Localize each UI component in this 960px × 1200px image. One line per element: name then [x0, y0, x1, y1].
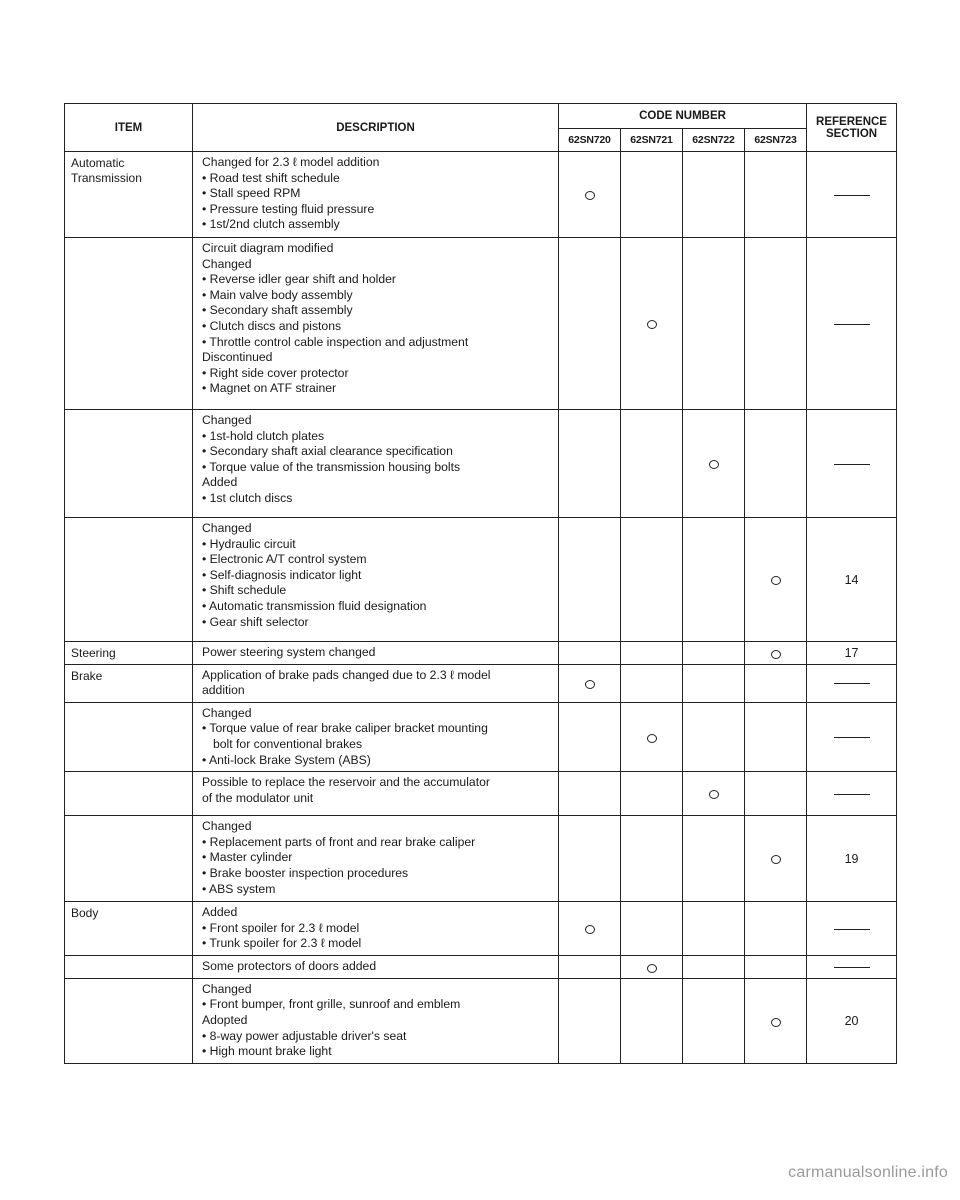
site-watermark: carmanualsonline.info [788, 1164, 948, 1181]
code-cell [621, 410, 683, 518]
item-cell [65, 816, 193, 902]
description-line: • Self-diagnosis indicator light [202, 567, 362, 582]
description-line: • Hydraulic circuit [202, 536, 296, 551]
description-line: • Brake booster inspection procedures [202, 865, 409, 880]
item-label: Steering [71, 646, 116, 660]
applicable-circle-icon [585, 191, 595, 200]
code-cell [745, 772, 807, 816]
code-cell [683, 902, 745, 956]
description-line: • 1st clutch discs [202, 490, 293, 505]
description-cell [193, 772, 559, 816]
description-line: of the modulator unit [202, 790, 314, 805]
description-line: • Electronic A/T control system [202, 552, 367, 567]
description-line: • Road test shift schedule [202, 170, 340, 185]
description-line: Changed [202, 705, 252, 720]
item-label: Automatic [71, 156, 125, 170]
description-line: • High mount brake light [202, 1044, 332, 1059]
applicable-circle-icon [647, 320, 657, 329]
code-cell [745, 816, 807, 902]
applicable-circle-icon [771, 1018, 781, 1027]
no-reference-dash-icon [834, 929, 870, 930]
description-cell [193, 518, 559, 642]
table-row [65, 702, 897, 771]
item-cell [65, 702, 193, 771]
applicable-circle-icon [709, 790, 719, 799]
item-cell [65, 152, 193, 238]
item-cell [65, 772, 193, 816]
description-line: • Anti-lock Brake System (ABS) [202, 752, 371, 767]
description-line: Added [202, 905, 238, 920]
description-line: • Gear shift selector [202, 614, 309, 629]
reference-section-number: 14 [844, 572, 859, 587]
code-cell [745, 956, 807, 979]
reference-section-number: 20 [844, 1013, 859, 1028]
applicable-circle-icon [771, 650, 781, 659]
header-code-62sn720: 62SN720 [559, 129, 621, 152]
code-cell [745, 642, 807, 665]
no-reference-dash-icon [834, 794, 870, 795]
applicable-circle-icon [647, 964, 657, 973]
description-line: Added [202, 475, 238, 490]
code-cell [621, 152, 683, 238]
header-code-62sn722: 62SN722 [683, 129, 745, 152]
table-row [65, 664, 897, 702]
code-cell [559, 816, 621, 902]
code-cell [683, 410, 745, 518]
description-line: • Magnet on ATF strainer [202, 381, 337, 396]
code-cell [559, 642, 621, 665]
item-label: Transmission [71, 171, 142, 185]
item-cell [65, 956, 193, 979]
description-cell [193, 410, 559, 518]
description-line: Changed [202, 521, 252, 535]
description-line: Some protectors of doors added [202, 959, 377, 974]
code-cell [621, 702, 683, 771]
description-line: Changed for 2.3 ℓ model addition [202, 155, 380, 169]
description-line: • 1st-hold clutch plates [202, 428, 325, 443]
item-cell [65, 664, 193, 702]
code-cell [559, 772, 621, 816]
reference-cell [807, 702, 897, 771]
code-cell [683, 978, 745, 1063]
code-cell [683, 702, 745, 771]
description-line: Adopted [202, 1012, 248, 1027]
description-line: • Automatic transmission fluid designation [202, 598, 427, 613]
code-cell [683, 664, 745, 702]
applicable-circle-icon [647, 734, 657, 743]
description-line: • Secondary shaft assembly [202, 303, 353, 318]
description-line: • Front bumper, front grille, sunroof and emblem [202, 997, 461, 1012]
reference-cell [807, 978, 897, 1063]
no-reference-dash-icon [834, 195, 870, 196]
header-code-62sn721: 62SN721 [621, 129, 683, 152]
description-cell [193, 956, 559, 979]
description-cell [193, 152, 559, 238]
description-line: • 1st/2nd clutch assembly [202, 217, 340, 232]
item-label: Body [71, 906, 99, 921]
item-cell [65, 410, 193, 518]
item-cell [65, 642, 193, 665]
description-cell [193, 664, 559, 702]
description-line: addition [202, 683, 245, 698]
no-reference-dash-icon [834, 464, 870, 465]
description-line: Changed [202, 256, 252, 271]
revision-table [64, 103, 897, 1064]
header-code-number: CODE NUMBER [559, 104, 807, 129]
code-cell [683, 956, 745, 979]
description-line: Discontinued [202, 350, 273, 365]
item-cell [65, 902, 193, 956]
no-reference-dash-icon [834, 737, 870, 738]
code-cell [621, 772, 683, 816]
code-cell [621, 978, 683, 1063]
header-item: ITEM [65, 104, 193, 152]
code-cell [683, 642, 745, 665]
table-row [65, 956, 897, 979]
code-cell [745, 238, 807, 410]
item-cell [65, 978, 193, 1063]
description-line: • Clutch discs and pistons [202, 318, 342, 333]
applicable-circle-icon [771, 855, 781, 864]
description-line: • Torque value of the transmission housing bolts [202, 459, 461, 474]
table-row [65, 238, 897, 410]
reference-cell [807, 410, 897, 518]
description-line: bolt for conventional brakes [213, 736, 363, 751]
description-line: • Trunk spoiler for 2.3 ℓ model [202, 936, 362, 951]
no-reference-dash-icon [834, 683, 870, 684]
description-line: • Shift schedule [202, 583, 287, 598]
code-cell [559, 978, 621, 1063]
code-cell [683, 152, 745, 238]
code-cell [683, 518, 745, 642]
description-line: Changed [202, 819, 252, 834]
code-cell [559, 664, 621, 702]
description-line: • ABS system [202, 881, 276, 896]
table-row [65, 518, 897, 642]
description-line: Circuit diagram modified [202, 241, 334, 255]
description-cell [193, 238, 559, 410]
description-cell [193, 816, 559, 902]
description-line: • Throttle control cable inspection and adjustment [202, 334, 469, 349]
table-row [65, 772, 897, 816]
reference-cell [807, 238, 897, 410]
code-cell [683, 238, 745, 410]
table-row [65, 816, 897, 902]
code-cell [745, 978, 807, 1063]
description-line: Changed [202, 413, 252, 427]
description-line: • Replacement parts of front and rear brake caliper [202, 834, 476, 849]
reference-cell [807, 956, 897, 979]
code-cell [621, 956, 683, 979]
code-cell [559, 902, 621, 956]
code-cell [745, 902, 807, 956]
item-cell [65, 238, 193, 410]
reference-cell [807, 816, 897, 902]
description-line: Power steering system changed [202, 645, 376, 659]
applicable-circle-icon [771, 576, 781, 585]
code-cell [745, 518, 807, 642]
code-cell [621, 642, 683, 665]
code-cell [745, 152, 807, 238]
description-line: • Torque value of rear brake caliper bracket mounting [202, 721, 488, 736]
code-cell [559, 956, 621, 979]
code-cell [559, 152, 621, 238]
code-cell [621, 238, 683, 410]
reference-cell [807, 902, 897, 956]
item-cell [65, 518, 193, 642]
description-cell [193, 642, 559, 665]
description-line: • Pressure testing fluid pressure [202, 201, 375, 216]
description-line: • Front spoiler for 2.3 ℓ model [202, 920, 360, 935]
description-line: • 8-way power adjustable driver's seat [202, 1028, 407, 1043]
reference-section-number: 17 [844, 645, 859, 660]
code-cell [683, 816, 745, 902]
code-cell [559, 238, 621, 410]
table-row [65, 902, 897, 956]
reference-cell [807, 664, 897, 702]
code-cell [559, 518, 621, 642]
description-line: Possible to replace the reservoir and the accumulator [202, 775, 490, 790]
description-line: Application of brake pads changed due to 2.3 ℓ model [202, 667, 491, 682]
header-code-62sn723: 62SN723 [745, 129, 807, 152]
reference-cell [807, 152, 897, 238]
applicable-circle-icon [585, 925, 595, 934]
table-row [65, 642, 897, 665]
description-line: • Stall speed RPM [202, 186, 301, 201]
description-line: • Secondary shaft axial clearance specification [202, 444, 453, 459]
reference-cell [807, 772, 897, 816]
reference-cell [807, 642, 897, 665]
description-line: • Right side cover protector [202, 365, 349, 380]
description-line: • Master cylinder [202, 850, 293, 865]
no-reference-dash-icon [834, 324, 870, 325]
code-cell [745, 664, 807, 702]
table-row [65, 152, 897, 238]
description-cell [193, 978, 559, 1063]
description-line: Changed [202, 981, 252, 996]
header-description: DESCRIPTION [193, 104, 559, 152]
code-cell [745, 702, 807, 771]
code-cell [621, 518, 683, 642]
code-cell [621, 816, 683, 902]
code-cell [621, 902, 683, 956]
no-reference-dash-icon [834, 967, 870, 968]
item-label: Brake [71, 668, 103, 683]
code-cell [683, 772, 745, 816]
table-row [65, 410, 897, 518]
applicable-circle-icon [709, 460, 719, 469]
code-cell [559, 702, 621, 771]
description-cell [193, 902, 559, 956]
description-line: • Main valve body assembly [202, 287, 353, 302]
code-cell [621, 664, 683, 702]
description-cell [193, 702, 559, 771]
reference-cell [807, 518, 897, 642]
reference-section-number: 19 [844, 851, 859, 866]
code-cell [745, 410, 807, 518]
table-row [65, 978, 897, 1063]
header-reference-section: REFERENCE SECTION [807, 104, 897, 152]
code-cell [559, 410, 621, 518]
applicable-circle-icon [585, 680, 595, 689]
description-line: • Reverse idler gear shift and holder [202, 272, 396, 287]
